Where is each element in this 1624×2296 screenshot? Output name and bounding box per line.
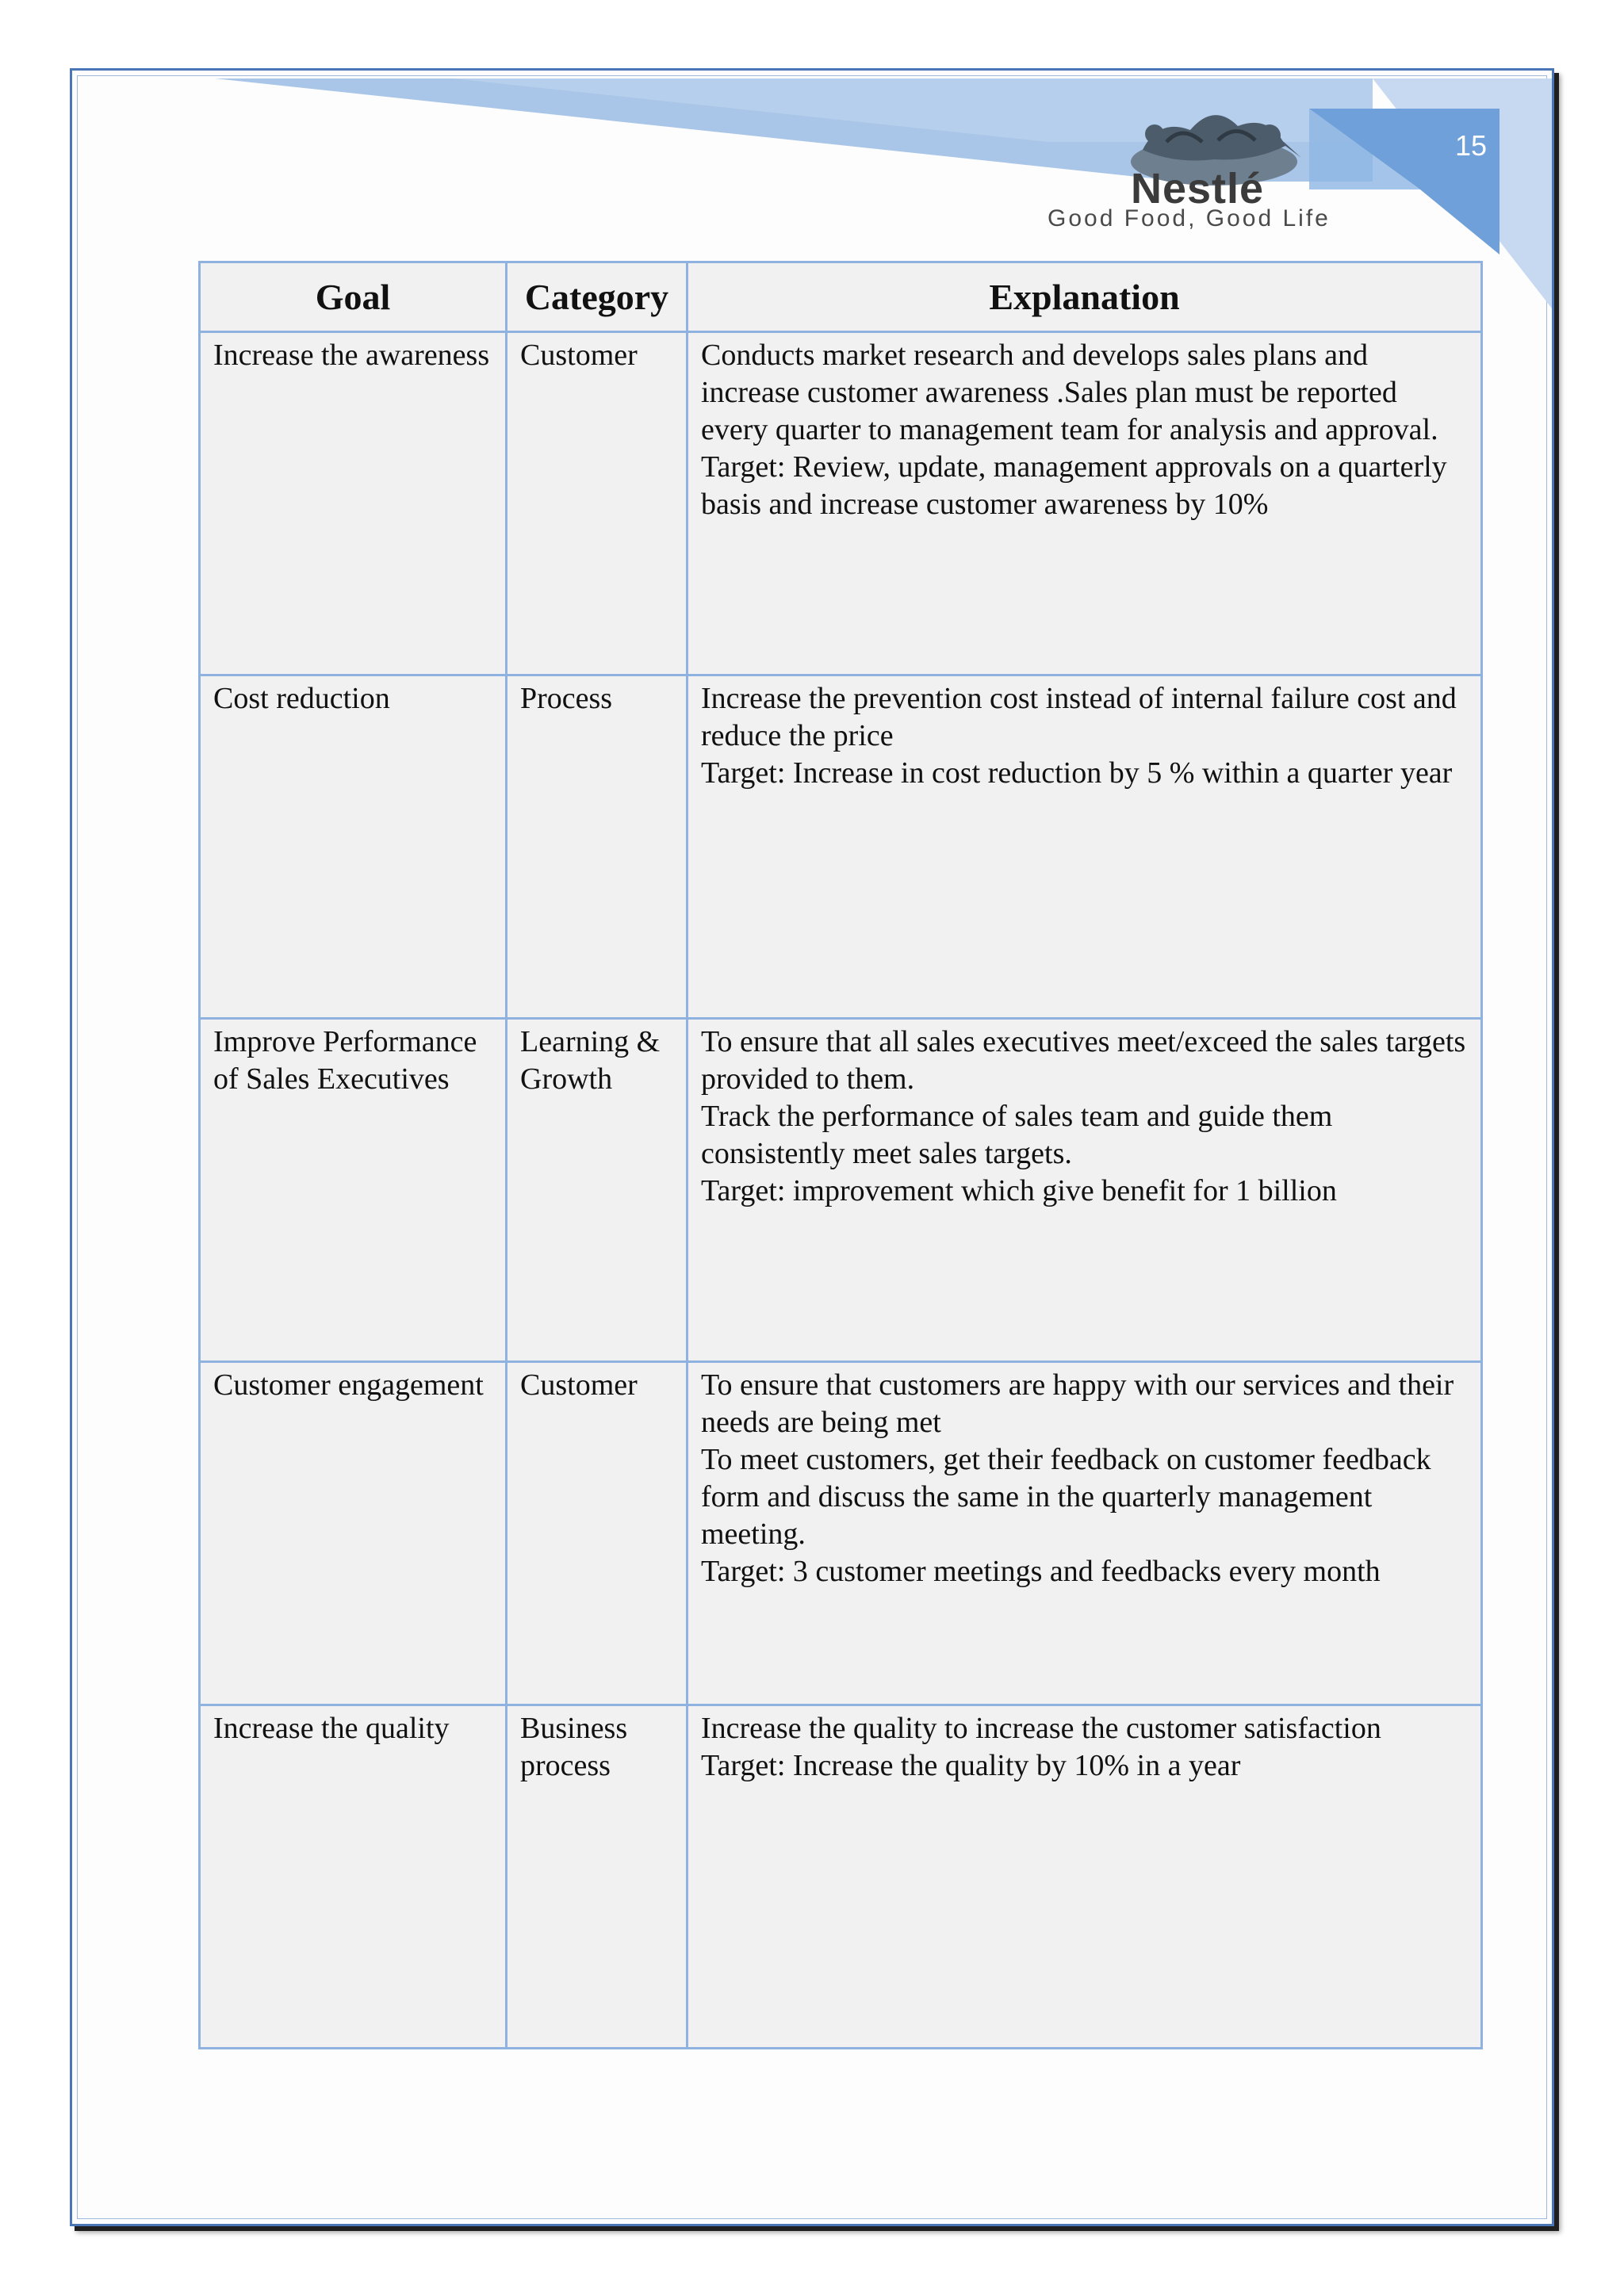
header-goal: Goal [200,262,507,332]
explanation-target: Target: Increase the quality by 10% in a year [701,1749,1241,1782]
page-frame [70,68,1554,2226]
table-row [200,675,1482,1019]
goal-cell: Customer engagement [200,1362,507,1705]
explanation-target: Target: Increase in cost reduction by 5 % within a quarter year [701,756,1453,790]
explanation-cell [688,332,1482,675]
explanation-cell [688,1019,1482,1362]
page-number: 15 [1454,129,1488,162]
header-explanation: Explanation [688,262,1482,332]
category-cell: Customer [507,332,688,675]
category-cell: Business process [507,1705,688,2049]
explanation-target: Target: improvement which give benefit for 1 billion [701,1174,1337,1207]
explanation-line: To ensure that all sales executives meet/exceed the sales targets provided to them. [701,1025,1466,1096]
explanation-line: Increase the quality to increase the customer satisfaction [701,1712,1381,1745]
explanation-line: Track the performance of sales team and guide them consistently meet sales targets. [701,1100,1333,1170]
explanation-target: Target: Review, update, management approvals on a quarterly basis and increase customer awareness by 10% [701,450,1447,521]
category-cell: Learning & Growth [507,1019,688,1362]
brand-name: Nestlé [1131,165,1265,212]
table-row [200,1705,1482,2049]
table-header-row [200,262,1482,332]
table-row [200,1362,1482,1705]
explanation-cell [688,1705,1482,2049]
brand-tagline: Good Food, Good Life [1048,205,1331,232]
goals-table [198,261,1483,2049]
explanation-line: Increase the prevention cost instead of internal failure cost and reduce the price [701,682,1457,752]
explanation-line: To ensure that customers are happy with our services and their needs are being met [701,1368,1454,1439]
goal-cell: Cost reduction [200,675,507,1019]
category-cell: Process [507,675,688,1019]
explanation-cell [688,675,1482,1019]
goal-cell: Increase the awareness [200,332,507,675]
table-row [200,332,1482,675]
goal-cell: Improve Performance of Sales Executives [200,1019,507,1362]
explanation-line: Conducts market research and develops sales plans and increase customer awareness .Sales plan must be reported every quarter to management team for analysis and approval. [701,339,1438,446]
category-cell: Customer [507,1362,688,1705]
goal-cell: Increase the quality [200,1705,507,2049]
table-row [200,1019,1482,1362]
header-category: Category [507,262,688,332]
explanation-line: To meet customers, get their feedback on customer feedback form and discuss the same in the quarterly management meeting. [701,1443,1431,1551]
explanation-cell [688,1362,1482,1705]
explanation-target: Target: 3 customer meetings and feedbacks every month [701,1555,1381,1588]
